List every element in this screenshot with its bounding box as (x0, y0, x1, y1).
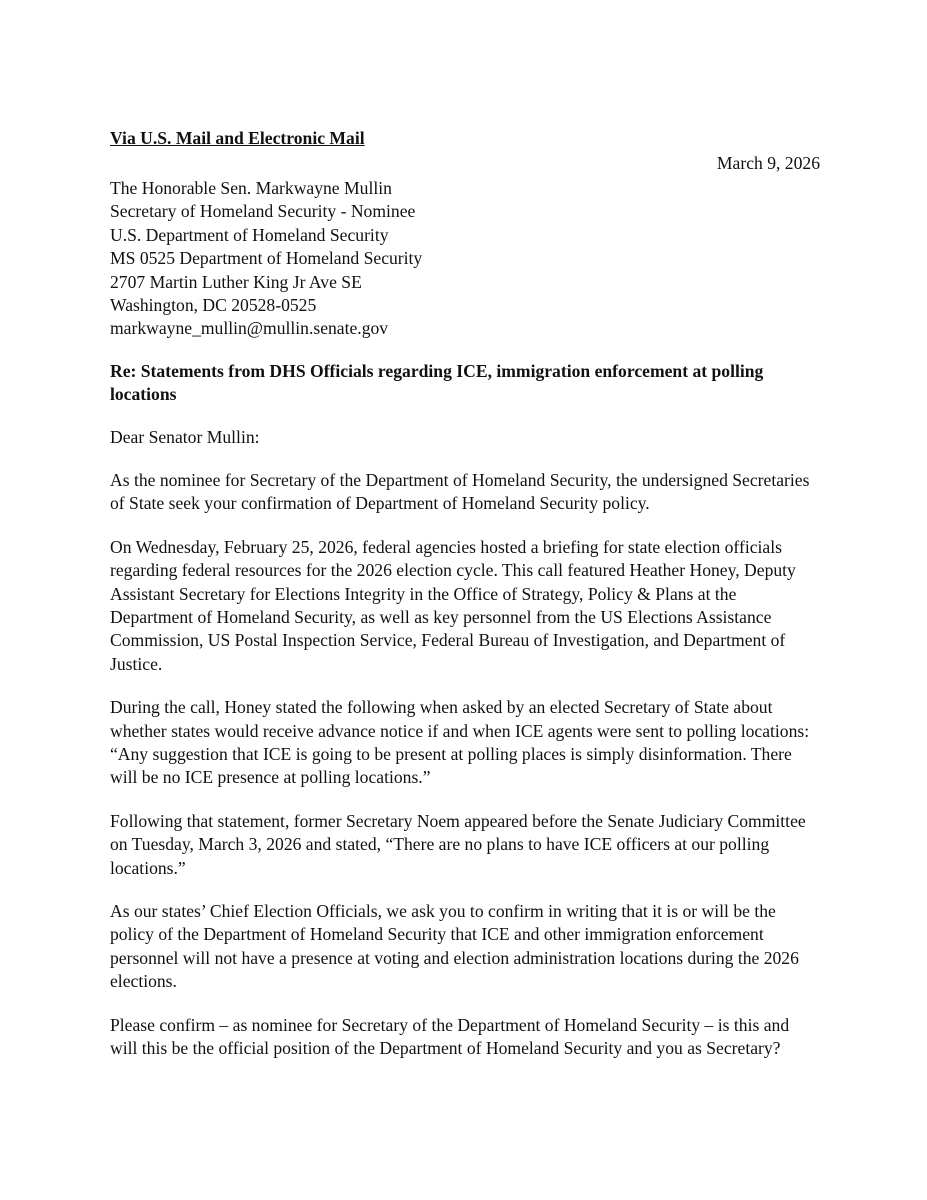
recipient-title: Secretary of Homeland Security - Nominee (110, 201, 416, 222)
delivery-method-heading: Via U.S. Mail and Electronic Mail (110, 128, 365, 148)
paragraph-briefing: On Wednesday, February 25, 2026, federal agencies hosted a briefing for state election officials regarding federal resources for the 2026 election cycle. This call featured Heather Honey, Deputy Assistant Secretary for Elections Integrity in the Office of Strategy, Policy & Plans at the Department of Homeland Security, as well as key personnel from the US Elections Assistance Commission, US Postal Inspection Service, Federal Bureau of Investigation, and Department of Justice. (110, 536, 796, 674)
recipient-address-block (110, 177, 820, 341)
paragraph-honey-statement: During the call, Honey stated the following when asked by an elected Secretary of State about whether states would receive advance notice if and when ICE agents were sent to polling locations: “Any suggestion that ICE is going to be present at polling places is simply disinformation. There will be no ICE presence at polling locations.” (110, 697, 810, 788)
paragraph-request: As our states’ Chief Election Officials, we ask you to confirm in writing that it is or will be the policy of the Department of Homeland Security that ICE and other immigration enforcement personnel will not have a presence at voting and election administration locations during the 2026 elections. (110, 901, 799, 992)
recipient-name: The Honorable Sen. Markwayne Mullin (110, 178, 392, 198)
paragraph-intro: As the nominee for Secretary of the Department of Homeland Security, the undersigned Secretaries of State seek your confirmation of Department of Homeland Security policy. (110, 469, 810, 514)
recipient-email: markwayne_mullin@mullin.senate.gov (110, 318, 389, 339)
paragraph-confirmation: Please confirm – as nominee for Secretary of the Department of Homeland Security – is this and will this be the official position of the Department of Homeland Security and you as Secretary? (110, 1014, 790, 1059)
recipient-department: U.S. Department of Homeland Security (110, 224, 389, 245)
letter-body (110, 127, 820, 1060)
recipient-city-state-zip: Washington, DC 20528-0525 (110, 294, 317, 315)
salutation: Dear Senator Mullin: (110, 426, 260, 447)
paragraph-noem-statement: Following that statement, former Secretary Noem appeared before the Senate Judiciary Committee on Tuesday, March 3, 2026 and stated, “There are no plans to have ICE officers at our polling locations.” (110, 810, 806, 878)
subject-line: Re: Statements from DHS Officials regarding ICE, immigration enforcement at polling locations (110, 360, 764, 405)
recipient-mail-stop: MS 0525 Department of Homeland Security (110, 248, 423, 269)
recipient-street: 2707 Martin Luther King Jr Ave SE (110, 271, 362, 292)
letter-date: March 9, 2026 (716, 153, 820, 173)
